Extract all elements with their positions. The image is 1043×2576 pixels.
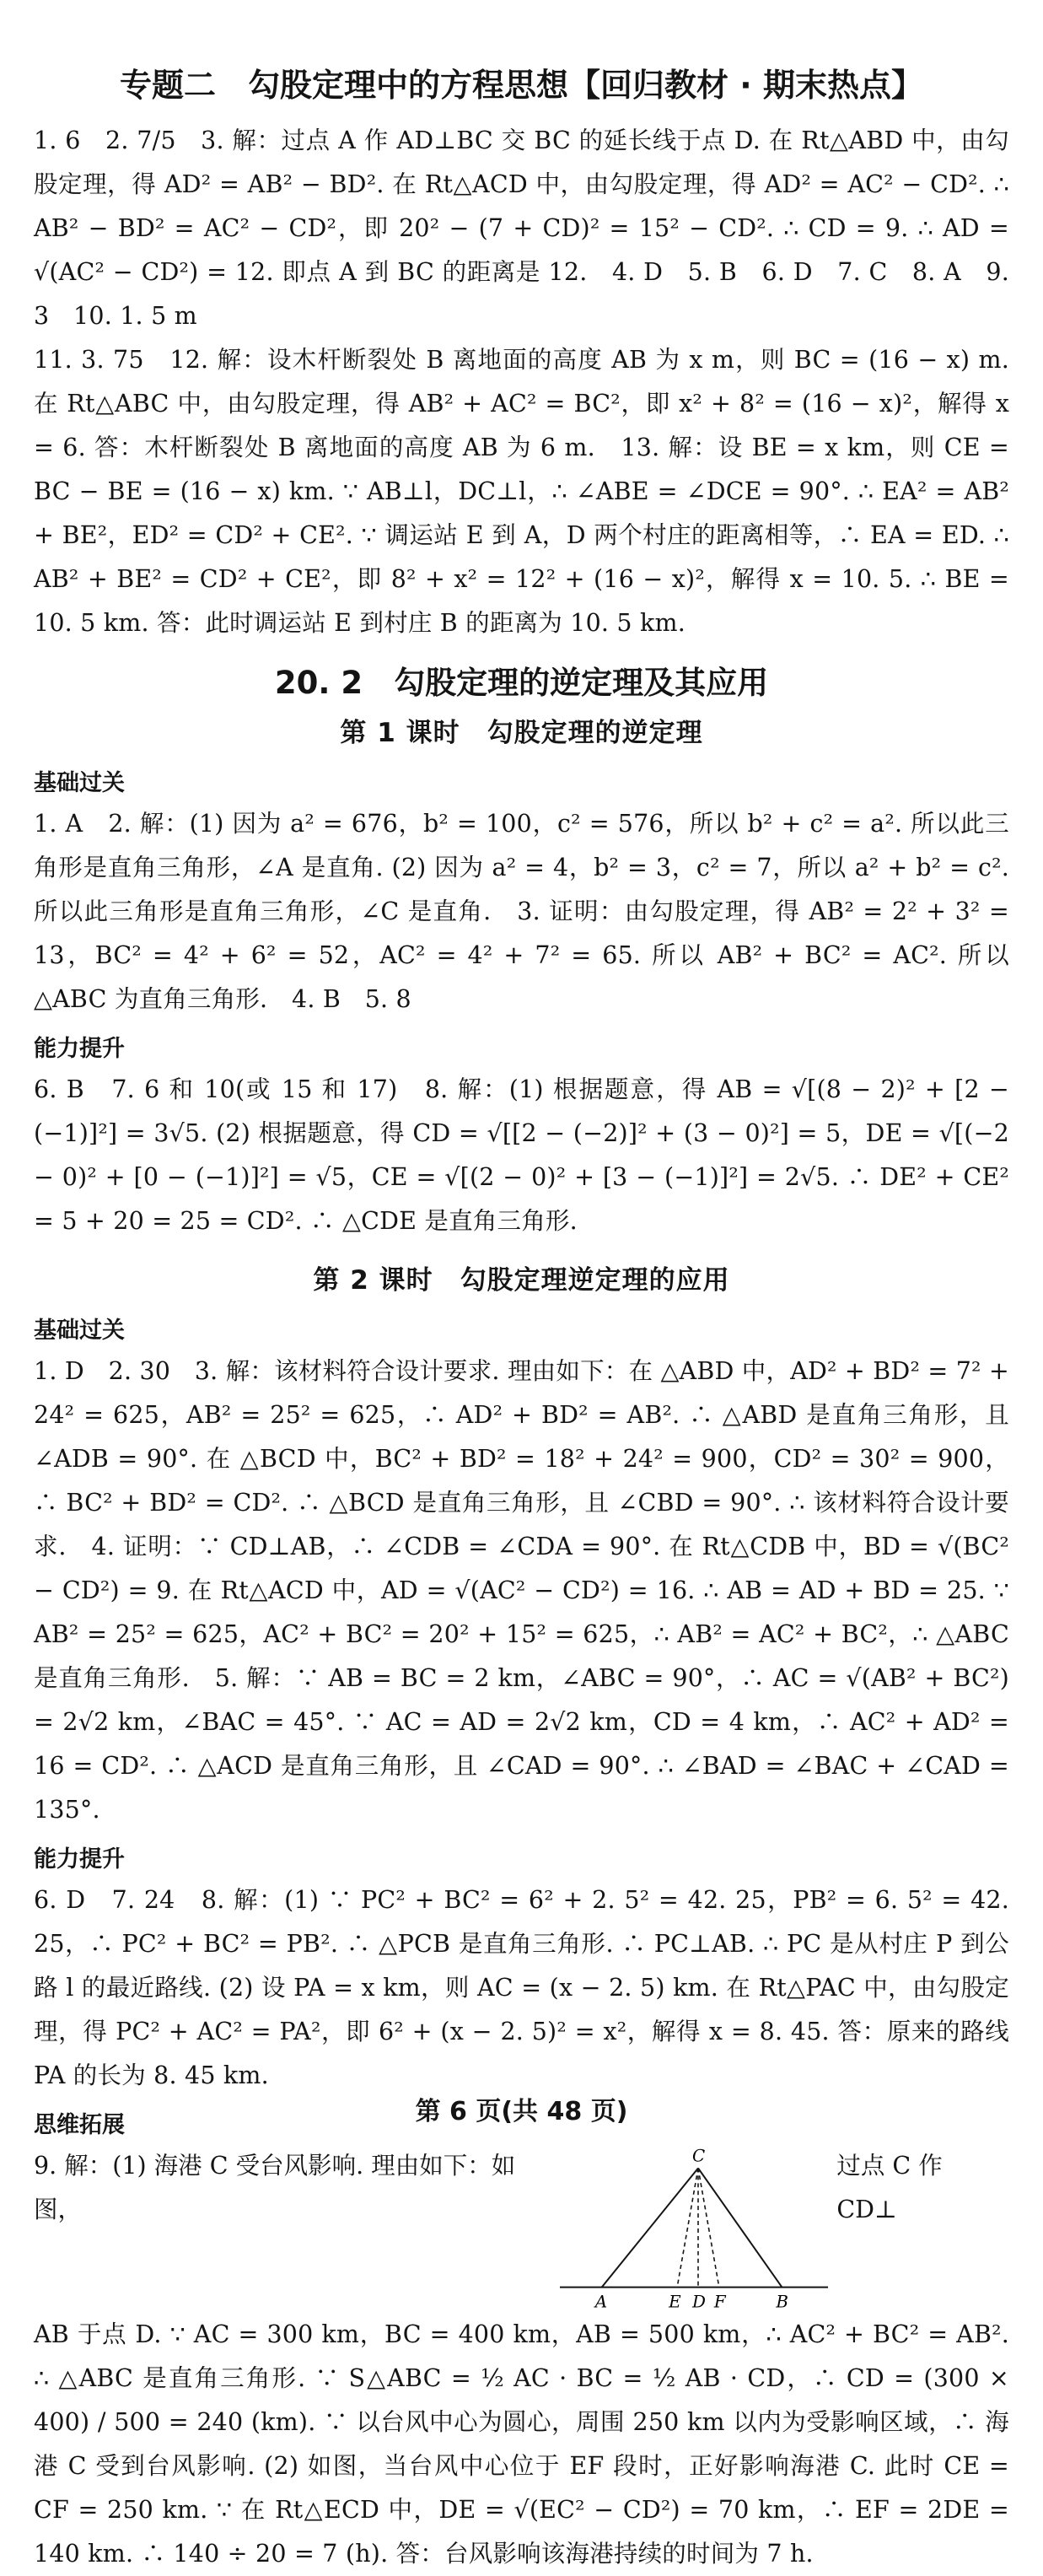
lesson2-advanced: 6. D 7. 24 8. 解：(1) ∵ PC² + BC² = 6² + 2. 5² = 42. 25，PB² = 6. 5² = 42. 25，∴ PC² + BC² = PB². ∴ △PCB 是直角三角形. ∴ PC⊥AB. ∴ PC 是从村庄 P 到公路 l 的最近路线. (2) 设 PA = x km，则 AC = (x − 2. 5) km. 在 Rt△PAC 中，由勾股定理，得 PC² + AC² = PA²，即 6² + (x − 2. 5)² = x²，解得 x = 8. 45. 答：原来的路线 PA 的长为 8. 45 km. [34, 1886, 1009, 2089]
lesson1-basic-label: 基础过关 [34, 770, 125, 796]
topic-answers-2: 11. 3. 75 12. 解：设木杆断裂处 B 离地面的高度 AB 为 x m，则 BC = (16 − x) m. 在 Rt△ABC 中，由勾股定理，得 AB² + AC² = BC²，即 x² + 8² = (16 − x)²，解得 x = 6. 答：木杆断裂处 B 离地面的高度 AB 为 6 m. 13. 解：设 BE = x km，则 CE = BC − BE = (16 − x) km. ∵ AB⊥l，DC⊥l，∴ ∠ABE = ∠DCE = 90°. ∴ EA² = AB² + BE²，ED² = CD² + CE². ∵ 调运站 E 到 A，D 两个村庄的距离相等，∴ EA = ED. ∴ AB² + BE² = CD² + CE²，即 8² + x² = 12² + (16 − x)²，解得 x = 10. 5. ∴ BE = 10. 5 km. 答：此时调运站 E 到村庄 B 的距离为 10. 5 km. [34, 346, 1009, 637]
page-number: 第 6 页(共 48 页) [415, 2097, 628, 2126]
lesson2-basic: 1. D 2. 30 3. 解：该材料符合设计要求. 理由如下：在 △ABD 中，AD² + BD² = 7² + 24² = 625，AB² = 25² = 625，∴ AD² + BD² = AB². ∴ △ABD 是直角三角形，且 ∠ADB = 90°. 在 △BCD 中，BC² + BD² = 18² + 24² = 900，CD² = 30² = 900，∴ BC² + BD² = CD². ∴ △BCD 是直角三角形，且 ∠CBD = 90°. ∴ 该材料符合设计要求. 4. 证明：∵ CD⊥AB，∴ ∠CDB = ∠CDA = 90°. 在 Rt△CDB 中，BD = √(BC² − CD²) = 9. 在 Rt△ACD 中，AD = √(AC² − CD²) = 16. ∴ AB = AD + BD = 25. ∵ AB² = 25² = 625，AC² + BC² = 20² + 15² = 625，∴ AB² = AC² + BC²，∴ △ABC 是直角三角形. 5. 解：∵ AB = BC = 2 km，∠ABC = 90°，∴ AC = √(AB² + BC²) = 2√2 km，∠BAC = 45°. ∵ AC = AD = 2√2 km，CD = 4 km，∴ AC² + AD² = 16 = CD². ∴ △ACD 是直角三角形，且 ∠CAD = 90°. ∴ ∠BAD = ∠BAC + ∠CAD = 135°. [34, 1357, 1009, 1824]
lesson2-title: 第 2 课时 勾股定理逆定理的应用 [313, 1265, 730, 1296]
figure-line-cf [698, 2168, 719, 2287]
section-title: 20. 2 勾股定理的逆定理及其应用 [274, 665, 769, 701]
answer-page [34, 59, 1009, 2576]
figure-line-ca [602, 2168, 698, 2287]
figure-label-e: E [669, 2292, 682, 2312]
triangle-figure [560, 2144, 836, 2313]
lesson1-advanced: 6. B 7. 6 和 10(或 15 和 17) 8. 解：(1) 根据题意，得 AB = √[(8 − 2)² + [2 − (−1)]²] = 3√5. (2) 根据题意，得 CD = √[[2 − (−2)]² + (3 − 0)²] = 5，DE = √[(−2 − 0)² + [0 − (−1)]²] = √5，CE = √[(2 − 0)² + [3 − (−1)]²] = 2√5. ∴ DE² + CE² = 5 + 20 = 25 = CD². ∴ △CDE 是直角三角形. [34, 1075, 1009, 1235]
figure-line-ce [677, 2168, 698, 2287]
lesson2-advanced-label: 能力提升 [34, 1846, 125, 1873]
figure-label-f: F [714, 2292, 727, 2312]
topic-answers-1: 1. 6 2. 7/5 3. 解：过点 A 作 AD⊥BC 交 BC 的延长线于点 D. 在 Rt△ABD 中，由勾股定理，得 AD² = AB² − BD². 在 Rt△ACD 中，由勾股定理，得 AD² = AC² − CD². ∴ AB² − BD² = AC² − CD²，即 20² − (7 + CD)² = 15² − CD². ∴ CD = 9. ∴ AD = √(AC² − CD²) = 12. 即点 A 到 BC 的距离是 12. 4. D 5. B 6. D 7. C 8. A 9. 3 10. 1. 5 m [34, 127, 1009, 330]
figure-label-b: B [776, 2292, 789, 2312]
topic-title: 专题二 勾股定理中的方程思想【回归教材 · 期末热点】 [120, 67, 923, 104]
extend-lead: 9. 解：(1) 海港 C 受台风影响. 理由如下：如图， [34, 2152, 516, 2223]
lesson1-basic: 1. A 2. 解：(1) 因为 a² = 676，b² = 100，c² = 576，所以 b² + c² = a². 所以此三角形是直角三角形，∠A 是直角. (2) 因为 a² = 4，b² = 3，c² = 7，所以 a² + b² = c². 所以此三角形是直角三角形，∠C 是直角. 3. 证明：由勾股定理，得 AB² = 2² + 3² = 13，BC² = 4² + 6² = 52，AC² = 4² + 7² = 65. 所以 AB² + BC² = AC². 所以 △ABC 为直角三角形. 4. B 5. 8 [34, 810, 1009, 1013]
topic-answers [34, 119, 1009, 645]
lesson1-advanced-label: 能力提升 [34, 1036, 125, 1062]
figure-line-cb [698, 2168, 782, 2287]
lesson2-basic-label: 基础过关 [34, 1318, 125, 1344]
lesson2-extend-label: 思维拓展 [34, 2112, 125, 2138]
figure-label-a: A [595, 2292, 608, 2312]
figure-label-c: C [692, 2146, 706, 2166]
extend-figure-row [34, 2144, 1009, 2313]
figure-label-d: D [692, 2292, 707, 2312]
extend-trail: 过点 C 作 CD⊥ [836, 2152, 943, 2223]
lesson1-title: 第 1 课时 勾股定理的逆定理 [340, 718, 703, 748]
lesson2-extend-body: AB 于点 D. ∵ AC = 300 km，BC = 400 km，AB = 500 km，∴ AC² + BC² = AB². ∴ △ABC 是直角三角形. ∵ S△ABC = ½ AC · BC = ½ AB · CD，∴ CD = (300 × 400) / 500 = 240 (km). ∵ 以台风中心为圆心，周围 250 km 以内为受影响区域，∴ 海港 C 受到台风影响. (2) 如图，当台风中心位于 EF 段时，正好影响海港 C. 此时 CE = CF = 250 km. ∵ 在 Rt△ECD 中，DE = √(EC² − CD²) = 70 km，∴ EF = 2DE = 140 km. ∴ 140 ÷ 20 = 7 (h). 答：台风影响该海港持续的时间为 7 h. [34, 2320, 1009, 2568]
